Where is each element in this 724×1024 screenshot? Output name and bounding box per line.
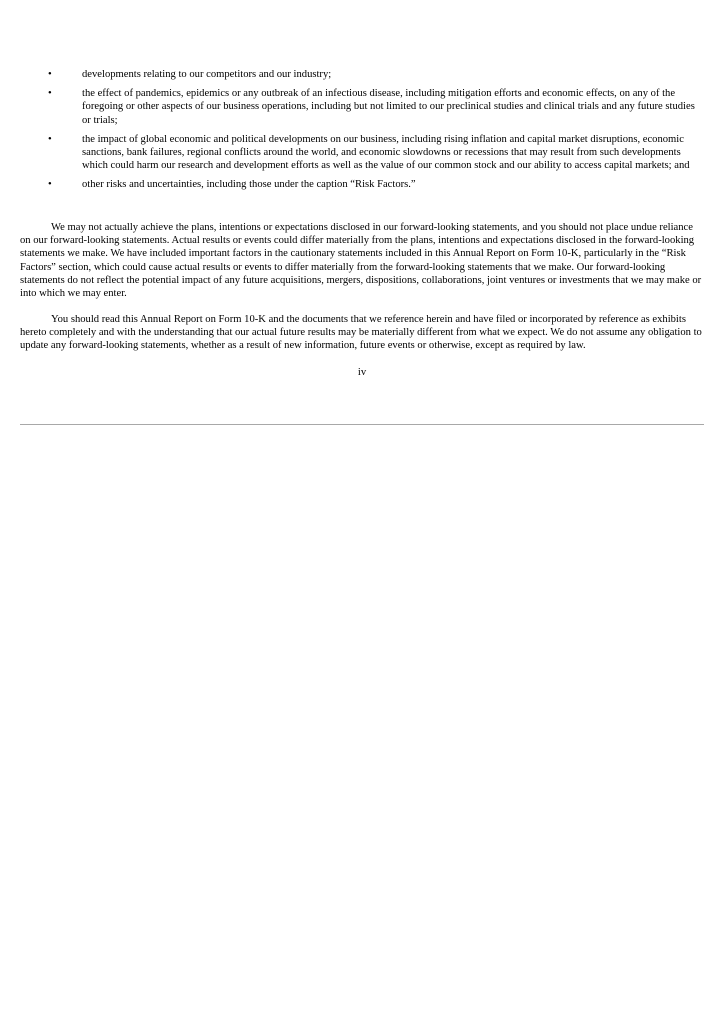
bullet-text: other risks and uncertainties, including those under the caption “Risk Factors.” bbox=[82, 179, 416, 191]
bullet-icon: • bbox=[48, 69, 52, 80]
list-item bbox=[20, 178, 704, 191]
list-item bbox=[20, 87, 704, 127]
page-divider bbox=[20, 424, 704, 425]
no-update-obligation-paragraph: You should read this Annual Report on Form 10-K and the documents that we reference herein and have filed or incorporated by reference as exhibits hereto completely and with the understanding that our actual future results may be materially different from what we expect. We do not assume any obligation to update any forward-looking statements, whether as a result of new information, future events or otherwise, except as required by law. bbox=[20, 314, 702, 352]
risk-factor-bullet-list bbox=[20, 68, 704, 198]
bullet-text: the impact of global economic and political developments on our business, including rising inflation and capital market disruptions, economic sanctions, bank failures, regional conflicts around the world, and economic slowdowns or recessions that may result from such developments which could harm our research and development efforts as well as the value of our common stock and our ability to access capital markets; and bbox=[82, 133, 690, 172]
list-item bbox=[20, 68, 704, 81]
bullet-icon: • bbox=[48, 133, 52, 145]
bullet-text: the effect of pandemics, epidemics or any outbreak of an infectious disease, including mitigation efforts and economic effects, on any of the foregoing or other aspects of our business operations, including but not limited to our preclinical studies and clinical trials and any future studies or trials; bbox=[82, 88, 695, 126]
list-item bbox=[20, 133, 704, 173]
bullet-icon: • bbox=[48, 88, 52, 100]
page-number: iv bbox=[357, 367, 367, 378]
forward-looking-reliance-paragraph: We may not actually achieve the plans, intentions or expectations disclosed in our forward-looking statements, and you should not place undue reliance on our forward-looking statements. Actual results or events could differ materially from the plans, intentions and expectations disclosed in the forward-looking statements we make. We have included important factors in the cautionary statements included in this Annual Report on Form 10-K, particularly in the “Risk Factors” section, which could cause actual results or events to differ materially from the forward-looking statements that we make. Our forward-looking statements do not reflect the potential impact of any future acquisitions, mergers, dispositions, collaborations, joint ventures or investments that we may make or into which we may enter. bbox=[20, 222, 702, 300]
bullet-text: developments relating to our competitors and our industry; bbox=[82, 69, 332, 80]
bullet-icon: • bbox=[48, 179, 52, 191]
